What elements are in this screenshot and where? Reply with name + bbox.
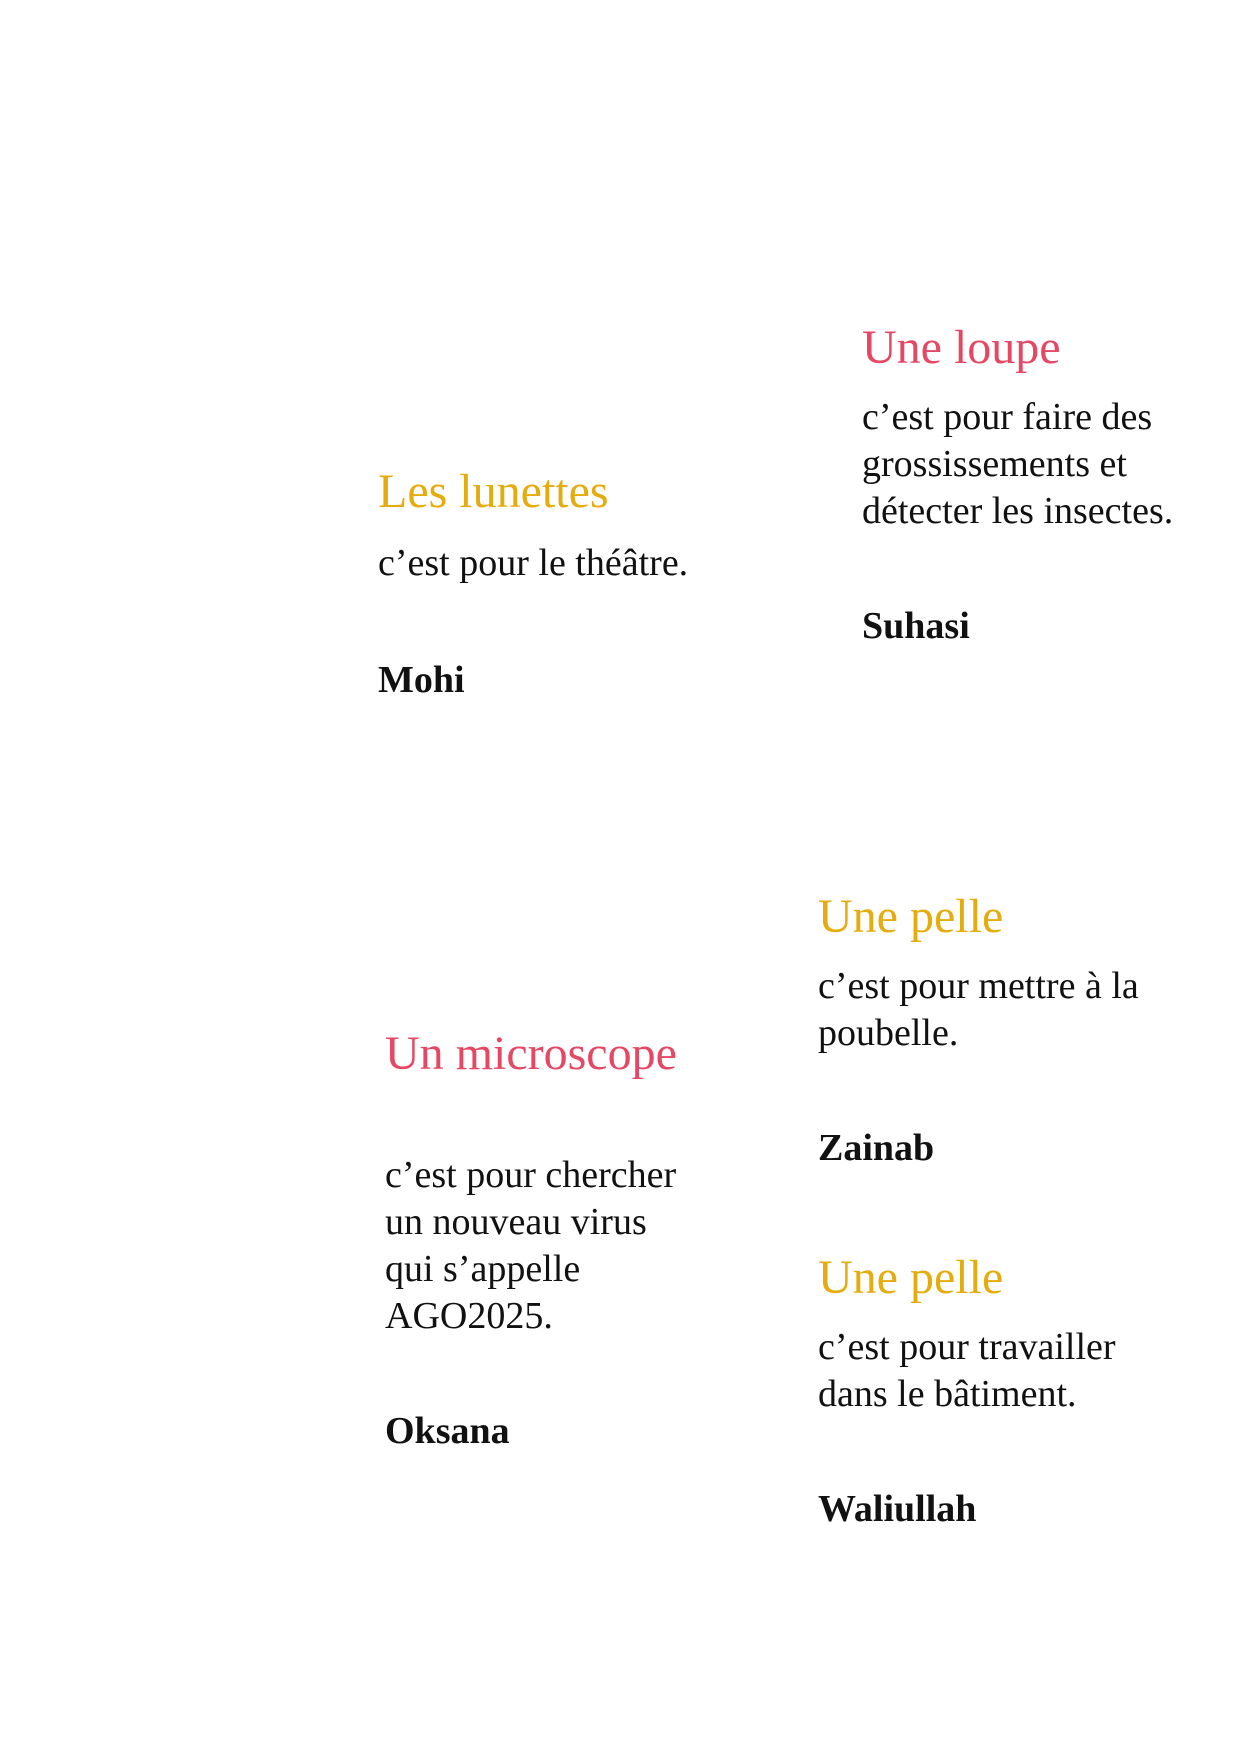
entry-title: Une loupe — [862, 321, 1061, 374]
entry-text-line: grossissements et — [862, 443, 1127, 485]
entry-pelle-1 — [818, 890, 1139, 1169]
entry-author: Mohi — [378, 659, 465, 701]
entry-text — [385, 1152, 677, 1340]
entry-loupe — [862, 321, 1174, 647]
entry-text-line: c’est pour chercher — [385, 1154, 677, 1196]
entry-text-line: dans le bâtiment. — [818, 1373, 1077, 1415]
entry-text — [818, 963, 1139, 1057]
entry-text-line: c’est pour le théâtre. — [378, 542, 689, 584]
entry-text-line: poubelle. — [818, 1012, 959, 1054]
entry-text — [818, 1324, 1116, 1418]
entry-author: Suhasi — [862, 605, 970, 647]
entry-text-line: qui s’appelle — [385, 1248, 581, 1290]
entry-text-line: AGO2025. — [385, 1295, 553, 1337]
entry-title: Une pelle — [818, 890, 1004, 943]
entry-pelle-2 — [818, 1251, 1116, 1530]
entry-title: Un microscope — [385, 1027, 677, 1080]
entry-text-line: c’est pour travailler — [818, 1326, 1116, 1368]
entry-lunettes — [378, 465, 689, 701]
entry-author: Waliullah — [818, 1488, 977, 1530]
entry-text-line: c’est pour mettre à la — [818, 965, 1139, 1007]
entry-author: Oksana — [385, 1410, 510, 1452]
entry-text — [378, 540, 688, 587]
entry-text-line: un nouveau virus — [385, 1201, 647, 1243]
entry-text — [862, 394, 1173, 535]
entry-text-line: détecter les insectes. — [862, 490, 1174, 532]
entry-author: Zainab — [818, 1127, 935, 1169]
entry-text-line: c’est pour faire des — [862, 396, 1153, 438]
entry-title: Une pelle — [818, 1251, 1004, 1304]
entry-title: Les lunettes — [378, 465, 609, 518]
entry-microscope — [385, 1027, 677, 1452]
